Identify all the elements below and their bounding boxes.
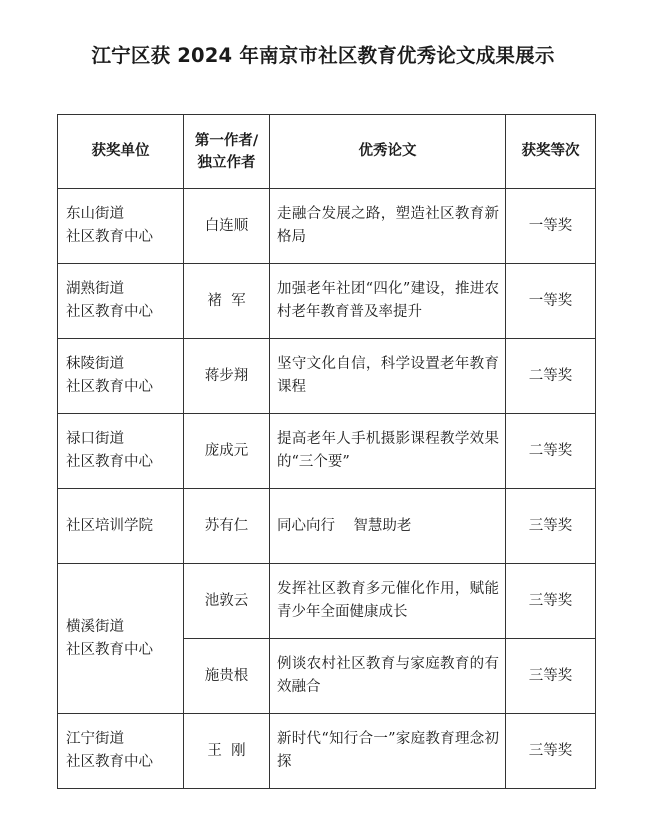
table-row [58,264,596,339]
unit-cell [58,189,184,264]
paper-cell: 加强老年社团“四化”建设，推进农村老年教育普及率提升 [270,264,506,339]
unit-line1: 秣陵街道 [66,356,124,372]
award-cell: 三等奖 [506,714,596,789]
unit-cell [58,564,184,714]
unit-line2: 社区教育中心 [66,641,153,658]
unit-cell [58,714,184,789]
author-cell: 池敦云 [184,564,270,639]
table-row [58,189,596,264]
table-row [58,414,596,489]
unit-cell [58,339,184,414]
unit-line1: 社区培训学院 [66,517,153,534]
author-cell: 苏有仁 [184,489,270,564]
award-cell: 一等奖 [506,264,596,339]
award-cell: 一等奖 [506,189,596,264]
author-cell: 施贵根 [184,639,270,714]
unit-cell [58,489,184,564]
unit-line1: 湖熟街道 [66,281,124,297]
header-unit: 获奖单位 [58,115,184,189]
unit-line1: 东山街道 [66,206,124,222]
unit-line1: 禄口街道 [66,431,124,447]
author-cell: 王 刚 [184,714,270,789]
unit-line2: 社区教育中心 [66,304,153,320]
author-cell: 褚 军 [184,264,270,339]
author-cell: 蒋步翔 [184,339,270,414]
award-cell: 二等奖 [506,339,596,414]
awards-table [57,114,596,789]
header-paper: 优秀论文 [270,115,506,189]
award-cell: 三等奖 [506,564,596,639]
author-cell: 白连顺 [184,189,270,264]
header-author [184,115,270,189]
paper-cell: 同心向行 智慧助老 [270,489,506,564]
paper-cell: 例谈农村社区教育与家庭教育的有效融合 [270,639,506,714]
unit-line2: 社区教育中心 [66,229,153,245]
unit-line1: 横溪街道 [66,618,124,635]
table-header-row [58,115,596,189]
unit-line2: 社区教育中心 [66,454,153,470]
paper-cell: 走融合发展之路，塑造社区教育新格局 [270,189,506,264]
header-author-line1: 第一作者/ [194,132,259,149]
table-row [58,714,596,789]
paper-cell: 提高老年人手机摄影课程教学效果的“三个要” [270,414,506,489]
paper-cell: 坚守文化自信，科学设置老年教育课程 [270,339,506,414]
author-cell: 庞成元 [184,414,270,489]
award-cell: 二等奖 [506,414,596,489]
unit-cell [58,414,184,489]
award-cell: 三等奖 [506,489,596,564]
header-award: 获奖等次 [506,115,596,189]
table-row [58,564,596,639]
page-title: 江宁区获 2024 年南京市社区教育优秀论文成果展示 [91,44,555,67]
paper-cell: 新时代“知行合一”家庭教育理念初探 [270,714,506,789]
unit-line2: 社区教育中心 [66,379,153,395]
unit-cell [58,264,184,339]
table-row [58,339,596,414]
unit-line2: 社区教育中心 [66,754,153,770]
unit-line1: 江宁街道 [66,731,124,747]
table-row [58,489,596,564]
paper-cell: 发挥社区教育多元催化作用，赋能青少年全面健康成长 [270,564,506,639]
award-cell: 三等奖 [506,639,596,714]
header-author-line2: 独立作者 [197,154,256,171]
